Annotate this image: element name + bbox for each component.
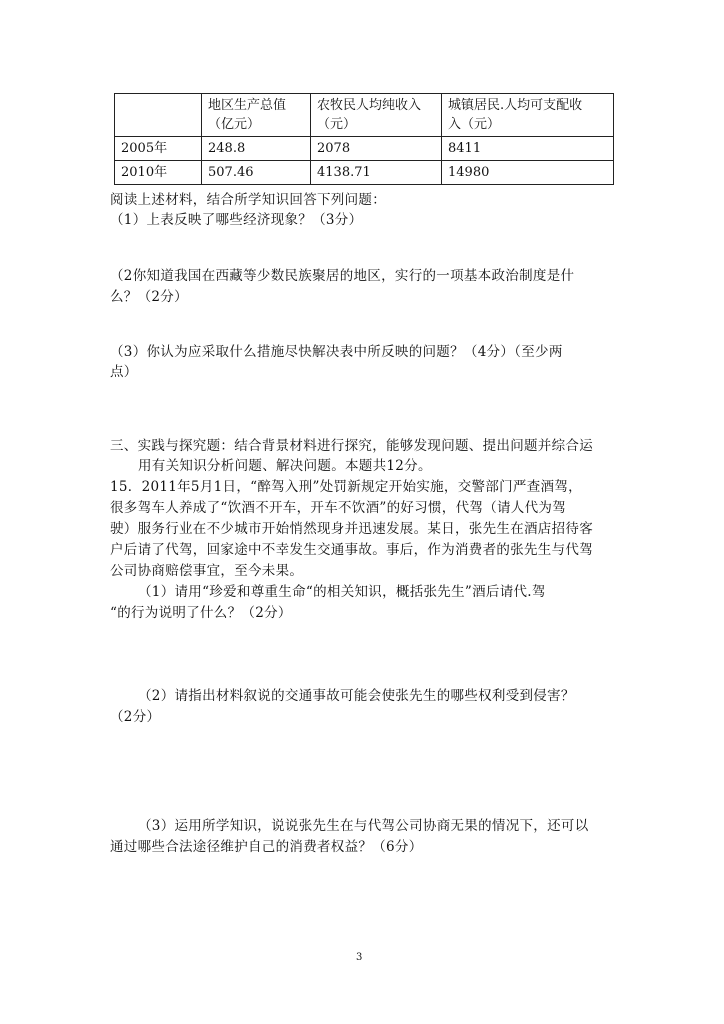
header-line: （元） [317, 117, 357, 132]
q15-line-2: 很多驾车人养成了“饮酒不开车，开车不饮酒”的好习惯，代驾（请人代为驾 [110, 500, 567, 516]
q15-2-line-2: （2分） [110, 709, 161, 725]
q15-line-1: 15．2011年5月1日，“醉驾入刑”处罚新规定开始实施，交警部门严查酒驾， [110, 479, 582, 495]
table-cell: 2005年 [115, 137, 202, 161]
table-cell: 14980 [442, 161, 614, 185]
table-cell: 248.8 [202, 137, 311, 161]
question-1: （1）上表反映了哪些经济现象？（3分） [110, 212, 363, 228]
q15-line-4: 户后请了代驾，回家途中不幸发生交通事故。事后，作为消费者的张先生与代驾 [110, 542, 593, 558]
section-3-heading-cont: 用有关知识分析问题、解决问题。本题共12分。 [138, 458, 432, 474]
income-table [114, 93, 614, 185]
q15-1-line-1: （1）请用“珍爱和尊重生命“的相关知识，概括张先生”酒后请代.驾 [138, 584, 546, 600]
question-2-line-1: （2你知道我国在西藏等少数民族聚居的地区，实行的一项基本政治制度是什 [110, 268, 575, 284]
question-2-line-2: 么？（2分） [110, 289, 188, 305]
question-3-line-2: 点） [110, 364, 138, 380]
q15-line-3: 驶）服务行业在不少城市开始悄然现身并迅速发展。某日，张先生在酒店招待客 [110, 521, 593, 537]
table-row [115, 161, 614, 185]
intro-text: 阅读上述材料，结合所学知识回答下列问题： [110, 192, 386, 208]
table-header-cell [202, 94, 311, 137]
table-cell: 4138.71 [311, 161, 442, 185]
q15-line-5: 公司协商赔偿事宜，至今未果。 [110, 563, 304, 579]
q15-3-line-1: （3）运用所学知识，说说张先生在与代驾公司协商无果的情况下，还可以 [138, 818, 589, 834]
header-line: （亿元） [208, 117, 261, 132]
header-line: 入（元） [448, 117, 501, 132]
table-header-cell [311, 94, 442, 137]
table-row [115, 137, 614, 161]
header-line: 农牧民人均纯收入 [317, 98, 422, 113]
page-number: 3 [356, 952, 363, 963]
table-cell: 2010年 [115, 161, 202, 185]
q15-3-line-2: 通过哪些合法途径维护自己的消费者权益？（6分） [110, 839, 423, 855]
section-3-heading: 三、实践与探究题：结合背景材料进行探究，能够发现问题、提出问题并综合运 [110, 438, 593, 454]
question-3-line-1: （3）你认为应采取什么措施尽快解决表中所反映的问题？（4分）（至少两 [110, 344, 563, 360]
table-cell: 8411 [442, 137, 614, 161]
q15-2-line-1: （2）请指出材料叙说的交通事故可能会使张先生的哪些权利受到侵害？ [138, 688, 575, 704]
table-cell: 507.46 [202, 161, 311, 185]
table-header-cell [115, 94, 202, 137]
q15-1-line-2: “的行为说明了什么？（2分） [110, 605, 292, 621]
table-header-row [115, 94, 614, 137]
header-line: 地区生产总值 [208, 98, 287, 113]
header-line: 城镇居民.人均可支配收 [448, 98, 583, 113]
table-cell: 2078 [311, 137, 442, 161]
table-header-cell [442, 94, 614, 137]
